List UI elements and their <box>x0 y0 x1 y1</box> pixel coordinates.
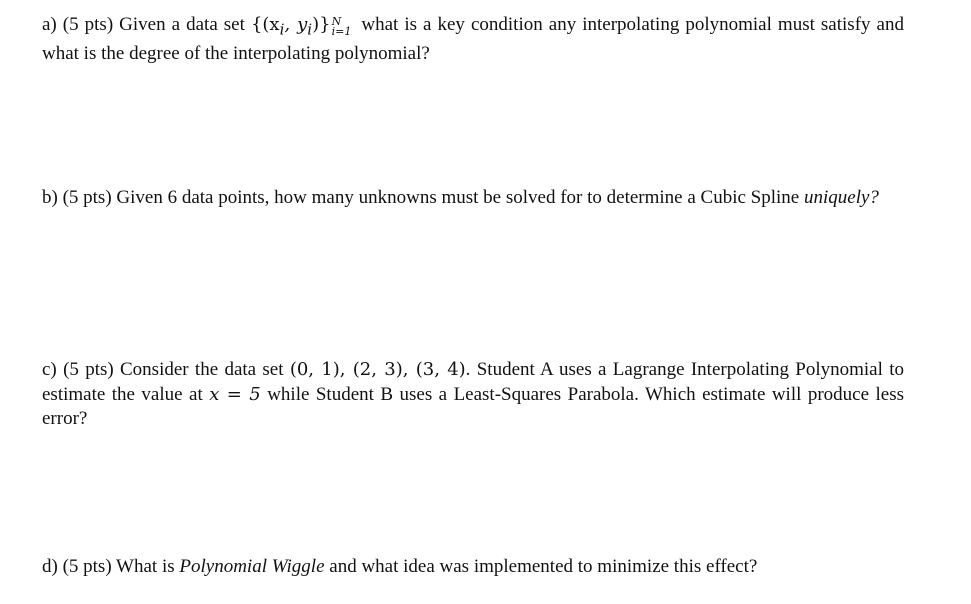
question-d-emphasis: Polynomial Wiggle <box>179 556 325 577</box>
data-set-index-range: N i=1 <box>331 14 352 38</box>
question-c-suffix: while Student B uses a Least-Squares Parabola. Which estimate will produce less error? <box>42 383 904 429</box>
question-c-equation: x = 5 <box>209 383 261 405</box>
question-a-prefix: a) (5 pts) Given a data set <box>42 14 251 35</box>
question-c-points: (0, 1), (2, 3), (3, 4) <box>289 359 466 380</box>
data-set-expression: {($x_i$, $y_i$)} <box>250 14 331 39</box>
question-a-suffix: what is a key condition any interpolating polynomial must satisfy and what is the degree of the interpolating polynomial? <box>42 14 904 65</box>
question-c-middle: . Student A uses a Lagrange Interpolating Polynomial to estimate the value at <box>42 359 904 405</box>
question-d-suffix: and what idea was implemented to minimize this effect? <box>324 556 758 577</box>
question-a <box>42 13 904 67</box>
question-c-prefix: c) (5 pts) Consider the data set <box>42 359 290 380</box>
question-b-emphasis: uniquely? <box>804 187 879 208</box>
question-b-text: b) (5 pts) Given 6 data points, how many unknowns must be solved for to determine a Cubic Spline <box>42 187 804 208</box>
question-c <box>42 358 904 432</box>
question-b <box>42 186 904 211</box>
question-d-prefix: d) (5 pts) What is <box>42 556 180 577</box>
question-d <box>42 555 904 580</box>
